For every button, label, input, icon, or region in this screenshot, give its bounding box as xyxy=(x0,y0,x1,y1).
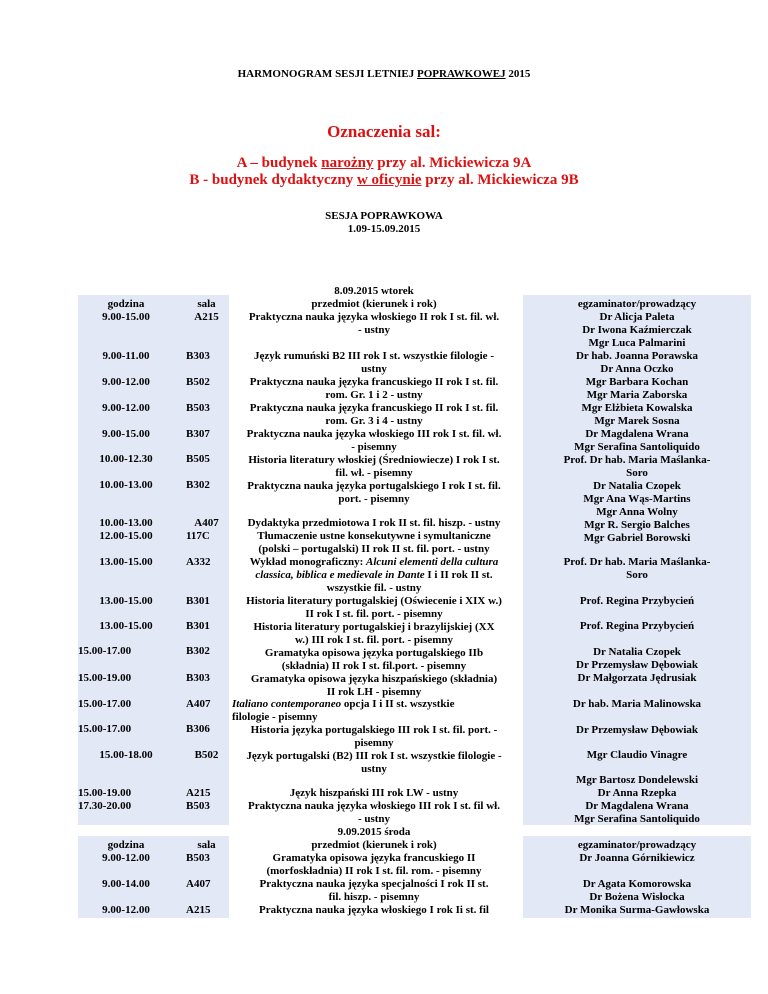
header-subject: przedmiot (kierunek i rok) xyxy=(311,298,437,310)
time-cell: 13.00-15.00 xyxy=(99,620,153,632)
examiner-cell: Prof. Regina Przybycień xyxy=(579,620,695,632)
examiner-cell: Prof. Dr hab. Maria Maślanka- Soro xyxy=(563,556,711,581)
examiner-cell: Mgr Claudio Vinagre xyxy=(586,749,688,761)
room-cell: B302 xyxy=(186,645,210,657)
subject-cell: Język hiszpański III rok LW - ustny Praktyczna nauka języka włoskiego III rok I st. fil wł. - ustny xyxy=(248,787,500,825)
time-cell: 13.00-15.00 xyxy=(99,595,153,607)
room-cell: A215 xyxy=(186,787,211,799)
header-examiner: egzaminator/prowadzący xyxy=(577,298,697,310)
room-cell: B503 xyxy=(186,800,210,812)
header-room: sala xyxy=(197,298,216,310)
room-cell: A407 xyxy=(194,517,219,529)
header-time: godzina xyxy=(107,839,145,851)
time-cell: 9.00-11.00 xyxy=(102,350,150,362)
subject-cell: Praktyczna nauka języka włoskiego II rok I st. fil. wł. - ustny xyxy=(248,311,500,336)
examiner-cell: Mgr Bartosz Dondelewski Dr Anna Rzepka Dr Magdalena Wrana Mgr Serafina Santoliquido xyxy=(574,774,700,825)
room-cell: A407 xyxy=(186,698,211,710)
header-time: godzina xyxy=(107,298,145,310)
time-cell: 9.00-12.00 xyxy=(102,904,150,916)
time-cell: 12.00-15.00 xyxy=(99,530,153,542)
room-cell: A332 xyxy=(186,556,211,568)
subject-cell: Dydaktyka przedmiotowa I rok II st. fil. hiszp. - ustny Tłumaczenie ustne konsekutywne i symultaniczne (polski – portugalski) II rok II st. fil. port. - ustny Wykład monograficzny: Alcuni elementi della cultura classica, biblica e medievale in Dante I i II rok II st. wszystkie fil. - ustny Historia literatury portugalskiej (Oświecenie i XIX w.) II rok I st. fil. port. - pisemny Historia literatury portugalskiej i brazylijskiej (XX w.) III rok I st. fil. port. - pisemny Gramatyka opisowa języka portugalskiego IIb (składnia) II rok I st. fil.port. - pisemny Gramatyka opisowa języka hiszpańskiego (składnia) II rok LH - pisemny xyxy=(246,517,502,698)
room-cell: B502 xyxy=(186,376,210,388)
room-cell: B301 xyxy=(186,595,210,607)
time-cell: 17.30-20.00 xyxy=(78,800,132,812)
time-cell: 9.00-12.00 xyxy=(102,852,150,864)
room-cell: B303 xyxy=(186,672,210,684)
time-cell: 9.00-15.00 xyxy=(102,311,150,323)
examiner-cell: Dr Joanna Górnikiewicz xyxy=(579,852,695,864)
legend-heading: Oznaczenia sal: xyxy=(327,122,441,141)
time-cell: 9.00-12.00 xyxy=(102,376,150,388)
time-cell: 10.00-13.00 xyxy=(99,517,153,529)
header-room: sala xyxy=(197,839,216,851)
legend-building-b: B - budynek dydaktyczny w oficynie przy al. Mickiewicza 9B xyxy=(189,172,579,188)
room-cell: B505 xyxy=(186,453,210,465)
time-cell: 9.00-12.00 xyxy=(102,402,150,414)
header-examiner: egzaminator/prowadzący xyxy=(577,839,697,851)
room-cell: A215 xyxy=(186,904,211,916)
subject-cell: Historia języka portugalskiego III rok I st. fil. port. - pisemny Język portugalski (B2) III rok I st. wszystkie filologie - ustny xyxy=(246,724,502,775)
time-cell: 9.00-14.00 xyxy=(102,878,150,890)
room-cell: A407 xyxy=(186,878,211,890)
document-title: HARMONOGRAM SESJI LETNIEJ POPRAWKOWEJ 2015 xyxy=(237,68,531,80)
time-cell: 15.00-18.00 xyxy=(99,749,153,761)
session-heading: SESJA POPRAWKOWA 1.09-15.09.2015 xyxy=(325,210,443,235)
subject-cell: Język rumuński B2 III rok I st. wszystkie filologie - ustny Praktyczna nauka języka francuskiego II rok I st. fil. rom. Gr. 1 i 2 - ustny Praktyczna nauka języka francuskiego II rok I st. fil. rom. Gr. 3 i 4 - ustny Praktyczna nauka języka włoskiego III rok I st. fil. wł. - pisemny Historia literatury włoskiej (Średniowiecze) I rok I st. fil. wł. - pisemny Praktyczna nauka języka portugalskiego I rok I st. fil. port. - pisemny xyxy=(246,350,502,505)
time-cell: 15.00-17.00 xyxy=(78,645,132,657)
room-cell: A215 xyxy=(194,311,219,323)
time-cell: 10.00-13.00 xyxy=(99,479,153,491)
time-cell: 10.00-12.30 xyxy=(99,453,153,465)
subject-cell: Gramatyka opisowa języka francuskiego II (morfoskładnia) II rok I st. fil. rom. - pisemny Praktyczna nauka języka specjalności I rok II st. fil. hiszp. - pisemny Praktyczna nauka języka włoskiego I rok Ii st. fil xyxy=(259,852,489,916)
room-cell: B502 xyxy=(194,749,219,761)
subject-cell: Italiano contemporaneo opcja I i II st. wszystkie filologie - pisemny xyxy=(232,698,455,723)
room-cell: 117C xyxy=(186,530,210,542)
header-subject: przedmiot (kierunek i rok) xyxy=(311,839,437,851)
room-cell: B503 xyxy=(186,402,210,414)
room-cell: B307 xyxy=(186,428,210,440)
time-cell: 9.00-15.00 xyxy=(102,428,150,440)
examiner-cell: Dr hab. Maria Malinowska xyxy=(572,698,702,710)
examiner-cell: Prof. Regina Przybycień xyxy=(579,595,695,607)
room-cell: B302 xyxy=(186,479,210,491)
room-cell: B503 xyxy=(186,852,210,864)
examiner-cell: Dr Agata Komorowska Dr Bożena Wisłocka Dr Monika Surma-Gawłowska xyxy=(564,878,710,916)
examiner-cell: Dr Przemysław Dębowiak xyxy=(576,724,698,736)
time-cell: 13.00-15.00 xyxy=(99,556,153,568)
day2-date: 9.09.2015 środa xyxy=(337,826,411,838)
legend-building-a: A – budynek narożny przy al. Mickiewicza 9A xyxy=(236,155,532,171)
time-cell: 15.00-19.00 xyxy=(78,672,132,684)
room-cell: B301 xyxy=(186,620,210,632)
examiner-cell: Dr Natalia Czopek Dr Przemysław Dębowiak Dr Małgorzata Jędrusiak xyxy=(576,646,698,684)
time-cell: 15.00-17.00 xyxy=(78,723,132,735)
room-cell: B306 xyxy=(186,723,210,735)
examiner-cell: Dr Alicja Paleta Dr Iwona Kaźmierczak Mgr Luca Palmarini Dr hab. Joanna Porawska Dr Anna Oczko Mgr Barbara Kochan Mgr Maria Zaborska Mgr Elżbieta Kowalska Mgr Marek Sosna Dr Magdalena Wrana Mgr Serafina Santoliquido Prof. Dr hab. Maria Maślanka- Soro Dr Natalia Czopek Mgr Ana Wąs-Martins Mgr Anna Wolny Mgr R. Sergio Balches Mgr Gabriel Borowski xyxy=(563,311,711,544)
day1-date: 8.09.2015 wtorek xyxy=(334,285,414,297)
time-cell: 15.00-17.00 xyxy=(78,698,132,710)
time-cell: 15.00-19.00 xyxy=(78,787,132,799)
room-cell: B303 xyxy=(186,350,210,362)
